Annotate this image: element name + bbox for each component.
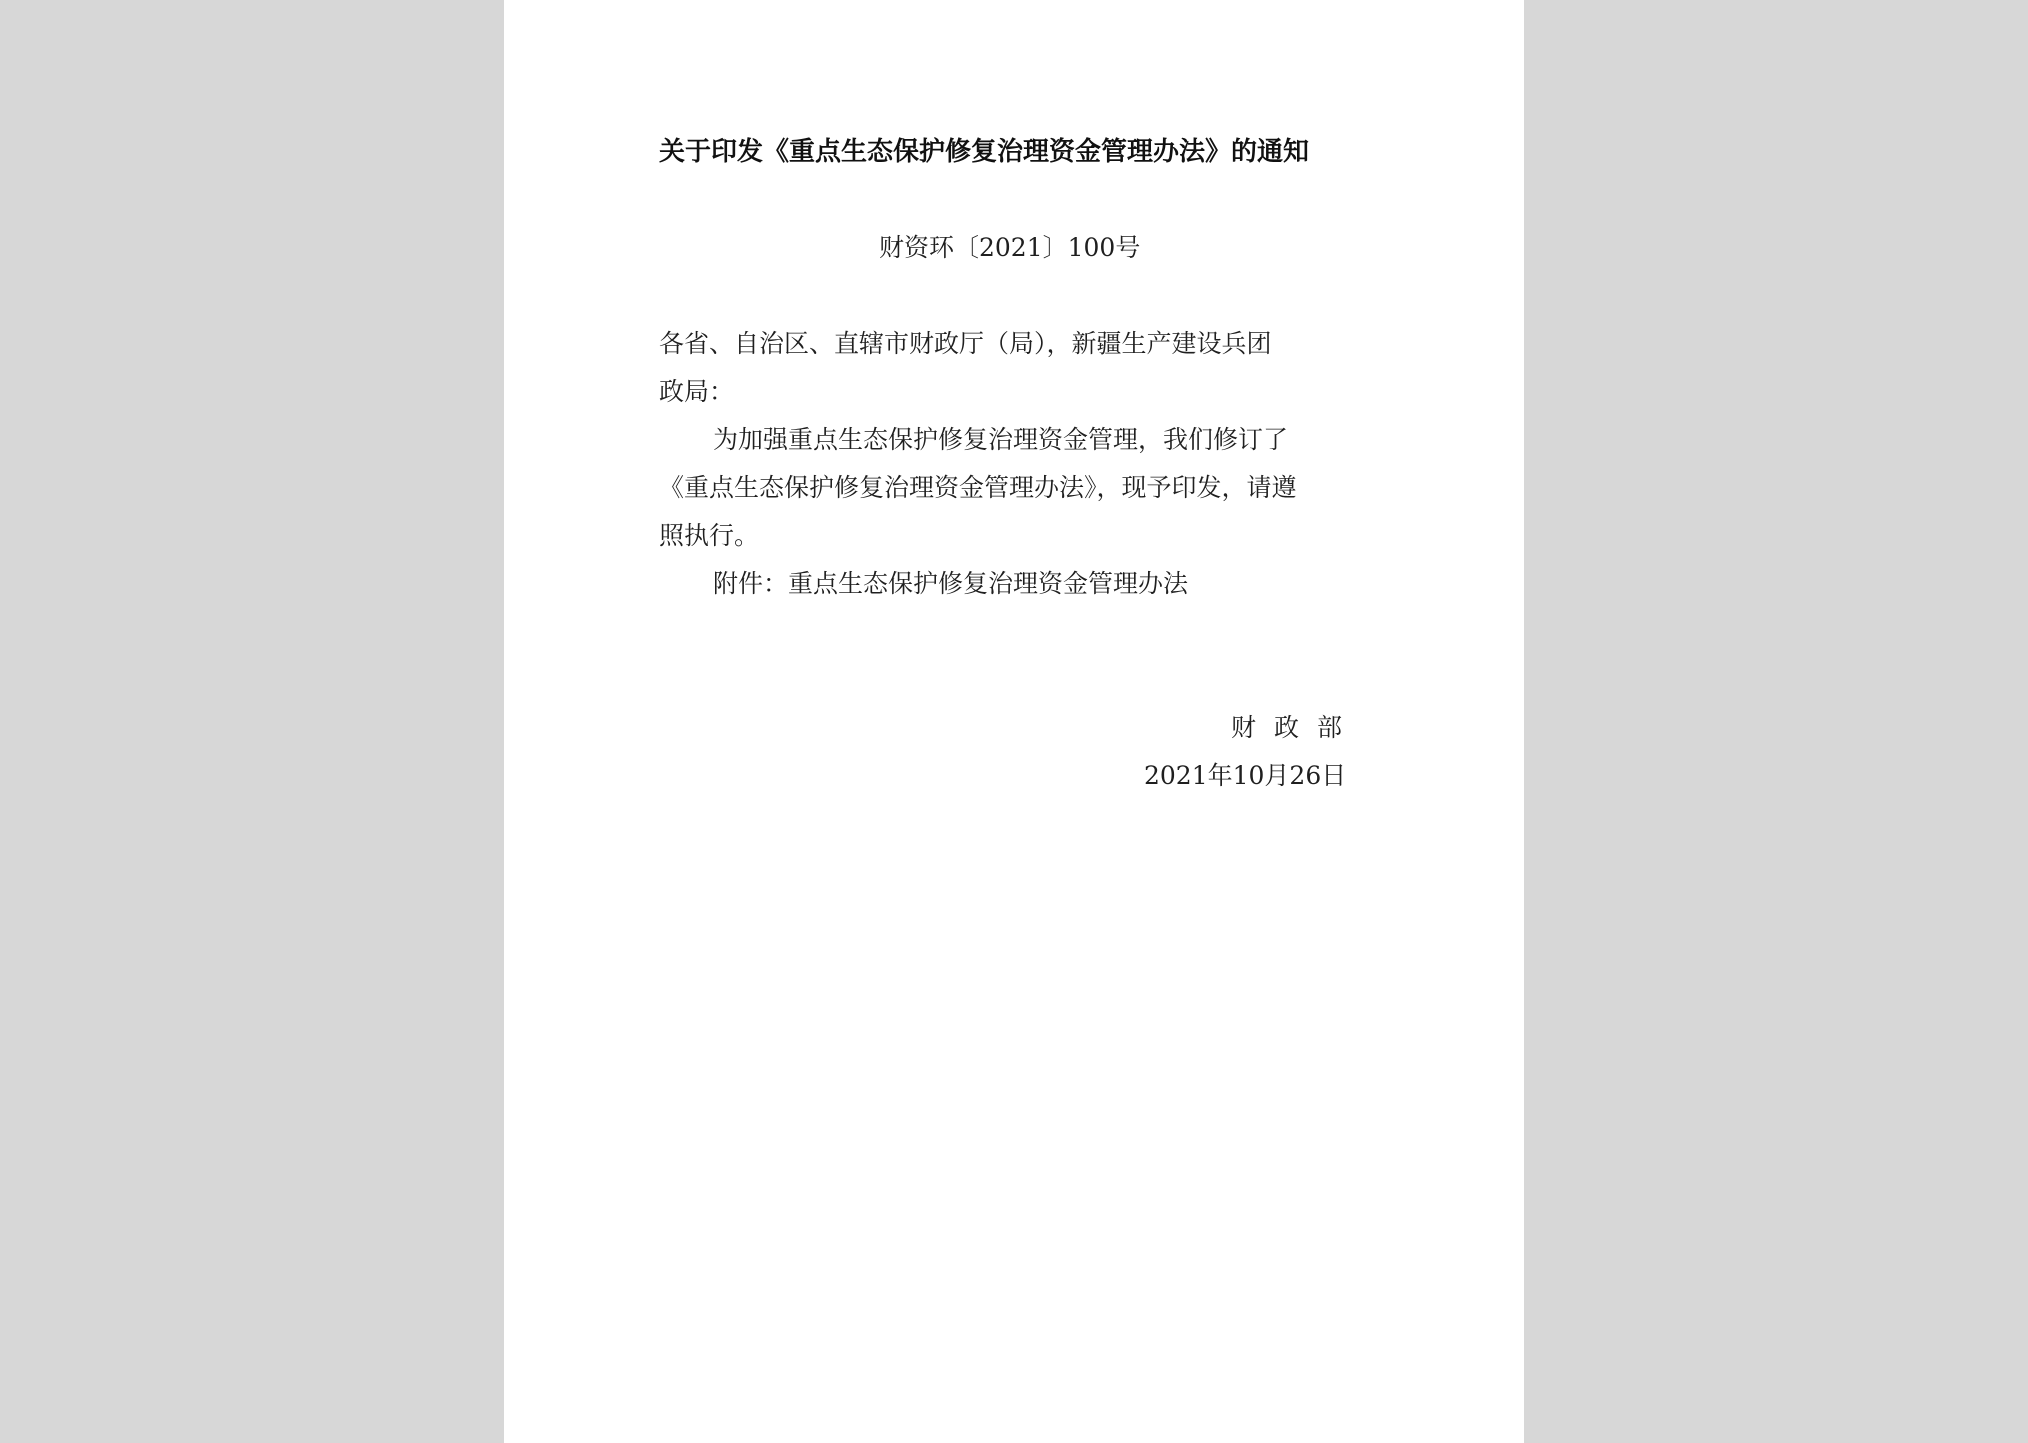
body-paragraph-line-3: 照执行。 — [659, 521, 760, 550]
document-title: 关于印发《重点生态保护修复治理资金管理办法》的通知 — [659, 137, 1310, 167]
issue-date: 2021年10月26日 — [1144, 761, 1347, 790]
attachment-line: 附件：重点生态保护修复治理资金管理办法 — [713, 569, 1189, 598]
body-paragraph-line-1: 为加强重点生态保护修复治理资金管理，我们修订了 — [713, 425, 1289, 454]
body-paragraph-line-2: 《重点生态保护修复治理资金管理办法》，现予印发，请遵 — [659, 473, 1297, 502]
addressee-line-2: 政局： — [659, 377, 735, 406]
issuer-signature: 财政部 — [1231, 713, 1361, 742]
addressee-line-1: 各省、自治区、直辖市财政厅（局），新疆生产建设兵团 — [659, 329, 1272, 358]
document-number: 财资环〔2021〕100号 — [879, 233, 1141, 262]
document-page — [504, 0, 1524, 1443]
